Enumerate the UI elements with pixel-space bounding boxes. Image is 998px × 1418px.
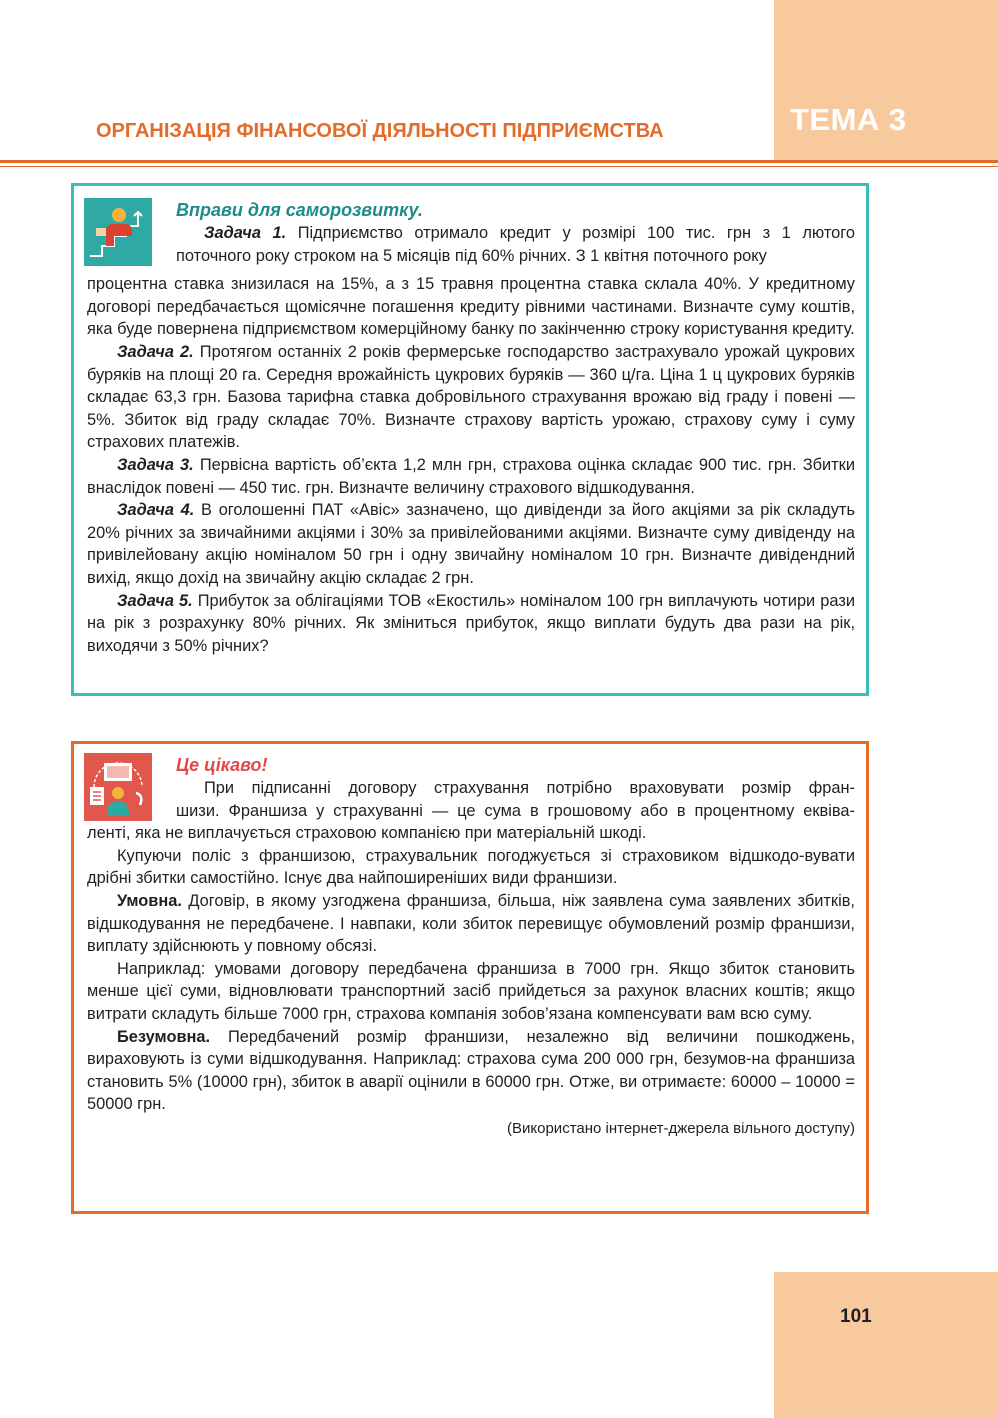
task2-paragraph: [87, 341, 855, 454]
task3-label: Задача 3.: [117, 455, 194, 474]
header-divider-thin: [0, 166, 998, 167]
task1-label: Задача 1.: [204, 224, 287, 242]
exercises-box: [71, 183, 869, 696]
call-center-icon: [84, 753, 152, 821]
task1-text-rest: процентна ставка знизилася на 15%, а з 15 травня процентна ставка склала 40%. У кредитному договорі передбачається щомісячне погашення кредиту рівними частинами. Визначте суму коштів, яка буде повернена підприємством комерційному банку по закінченню строку користування кредиту.: [87, 275, 855, 339]
task2-text: Протягом останніх 2 років фермерське господарство застрахувало урожай цукрових буряків на площі 20 га. Середня врожайність цукрових буряків — 360 ц/га. Ціна 1 ц цукрових буряків складає 63,3 грн. Базова тарифна ставка добровільного страхування врожаю від граду і повені — 5%. Збиток від граду складає 70%. Визначте страхову вартість урожаю, страхову суму і суму страхових платежів.: [87, 342, 855, 452]
task4-paragraph: [87, 499, 855, 589]
task1-first-line: [176, 222, 855, 245]
exercises-heading: Вправи для саморозвитку.: [176, 200, 423, 220]
page-header-title: ОРГАНІЗАЦІЯ ФІНАНСОВОЇ ДІЯЛЬНОСТІ ПІДПРИЄМСТВА: [96, 120, 664, 142]
task3-text: Первісна вартість об’єкта 1,2 млн грн, страхова оцінка складає 900 тис. грн. Збитки внаслідок повені — 450 тис. грн. Визначте величину страхового відшкодування.: [87, 455, 855, 497]
task4-text: В оголошенні ПАТ «Авіс» зазначено, що дивіденди за його акціями за рік складуть 20% річних за звичайними акціями і 30% за привілейованими акціями. Визначте суму дивіденду на привілейовану акцію номіналом 50 грн і одну звичайну номіналом 10 грн. Визначте дивідендний вихід, якщо дохід на звичайну акцію складає 2 грн.: [87, 501, 855, 587]
interesting-p3-text: Договір, в якому узгоджена франшиза, більша, ніж заявлена сума заявлених збитків, відшкодування не передбачене. І навпаки, коли збиток перевищує обумовлений розмір франшизи, виплату здійснюють у повному обсязі.: [87, 891, 855, 956]
interesting-heading: Це цікаво!: [176, 755, 268, 775]
interesting-p1-line1: При підписанні договору страхування потрібно враховувати розмір фран-: [204, 779, 855, 797]
unconditional-label: Безумовна.: [117, 1027, 211, 1046]
interesting-p5-text: Передбачений розмір франшизи, незалежно від величини пошкоджень, вираховують із суми відшкодування. Наприклад: страхова сума 200 000 грн, безумов-на франшиза становить 5% (10000 грн), збиток в аварії оцінили в 60000 грн. Отже, ви отримаєте: 60000 – 10000 = 50000 грн.: [87, 1027, 856, 1114]
interesting-p2: Купуючи поліс з франшизою, страхувальник погоджується зі страховиком відшкодо-вувати дрібні збитки самостійно. Існує два найпоширеніших види франшизи.: [87, 846, 855, 888]
task5-text: Прибуток за облігаціями ТОВ «Екостиль» номіналом 100 грн виплачують чотири рази на рік з розрахунку 80% річних. Як зміниться прибуток, якщо виплати будуть два рази на рік, виходячи з 50% річних?: [87, 591, 855, 655]
page-number: 101: [840, 1306, 872, 1327]
task1-second-line: поточного року строком на 5 місяців під 60% річних. З 1 квітня поточного року: [176, 246, 767, 265]
career-ladder-icon: [84, 198, 152, 266]
header-divider: [0, 160, 998, 163]
page-number-tab: [774, 1272, 998, 1418]
task5-paragraph: [87, 590, 855, 658]
interesting-p4: Наприклад: умовами договору передбачена франшиза в 7000 грн. Якщо збиток становить менше цієї суми, відновлювати транспортний засіб прийдеться за рахунок власних коштів; якщо витрати складуть більше 7000 грн, страхова компанія зобов’язана компенсувати вам всю суму.: [87, 959, 855, 1023]
task5-label: Задача 5.: [117, 591, 193, 610]
interesting-p3: [87, 890, 855, 958]
interesting-box: [71, 741, 869, 1214]
conditional-label: Умовна.: [117, 891, 182, 910]
task1-text-line1: Підприємство отримало кредит у розмірі 100 тис. грн з 1 лютого: [297, 224, 856, 242]
task4-label: Задача 4.: [117, 501, 195, 520]
source-note: (Використано інтернет-джерела вільного доступу): [507, 1119, 855, 1137]
interesting-p5: [87, 1026, 855, 1116]
topic-label: ТЕМА 3: [790, 102, 907, 137]
task2-label: Задача 2.: [117, 342, 194, 361]
topic-tab: [774, 0, 998, 162]
interesting-p1-line2: шизи. Франшиза у страхуванні — це сума в грошовому або в процентному еквіва-: [176, 801, 855, 820]
interesting-p1-rest: ленті, яка не виплачується страховою компанією при матеріальній шкоді.: [87, 824, 647, 843]
task3-paragraph: [87, 454, 855, 499]
